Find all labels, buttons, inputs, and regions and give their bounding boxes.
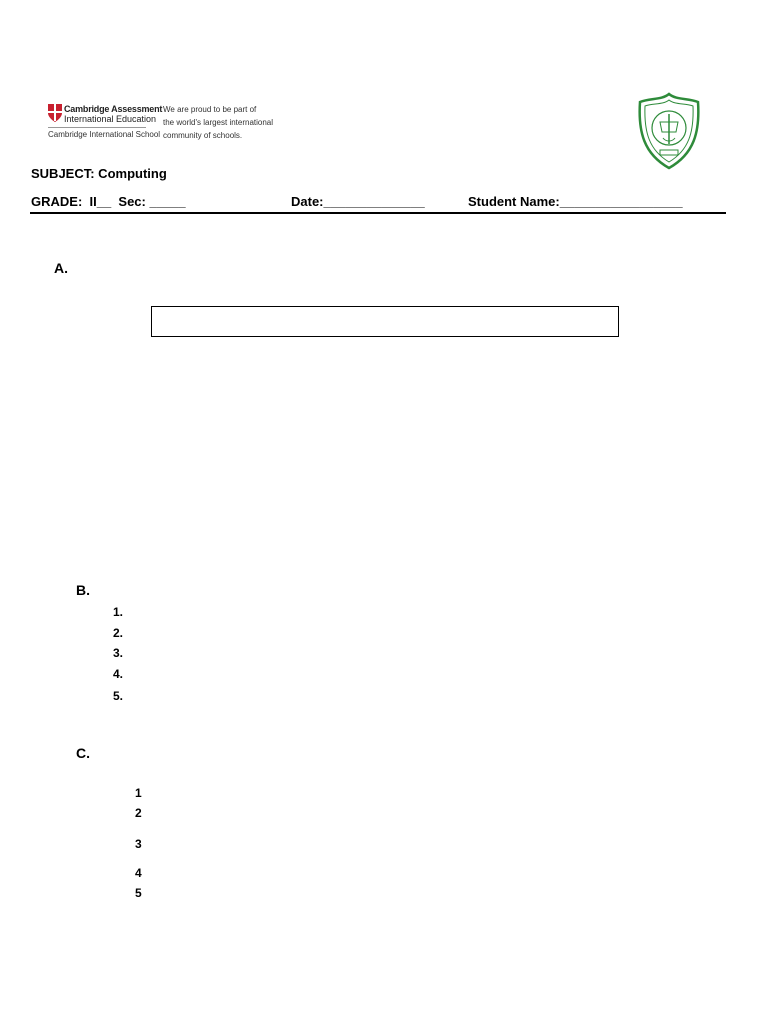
logo-slogan (163, 103, 283, 142)
question-number: 5 (135, 886, 142, 900)
question-number: 2. (113, 626, 124, 640)
question-number: 3 (135, 837, 142, 851)
section-c-heading: C. (76, 745, 90, 761)
header-divider (30, 212, 726, 214)
section-a-heading: A. (54, 260, 68, 276)
grade-section-field[interactable]: GRADE: II__ Sec: _____ (31, 194, 186, 209)
logo-line-2: International Education (64, 114, 157, 124)
question-number: 1. (113, 605, 124, 619)
question-number: 4. (113, 667, 124, 681)
date-field[interactable]: Date:______________ (291, 194, 425, 209)
question-number: 1 (135, 786, 142, 800)
cambridge-logo-text (64, 104, 162, 124)
subject-label: SUBJECT: Computing (31, 166, 167, 181)
slogan-line-1: We are proud to be part of (163, 105, 257, 114)
logo-school-name: Cambridge International School (48, 130, 161, 139)
school-crest-icon (636, 92, 702, 170)
question-number: 3. (113, 646, 124, 660)
word-box (151, 306, 619, 337)
question-number: 5. (113, 689, 124, 703)
slogan-line-3: community of schools. (163, 131, 243, 140)
question-number: 4 (135, 866, 142, 880)
logo-line-1: Cambridge Assessment (64, 104, 163, 114)
question-number: 2 (135, 806, 142, 820)
slogan-line-2: the world's largest international (163, 118, 274, 127)
cambridge-shield-icon (48, 104, 62, 122)
section-b-heading: B. (76, 582, 90, 598)
logo-divider (48, 127, 146, 128)
student-name-field[interactable]: Student Name:_________________ (468, 194, 683, 209)
